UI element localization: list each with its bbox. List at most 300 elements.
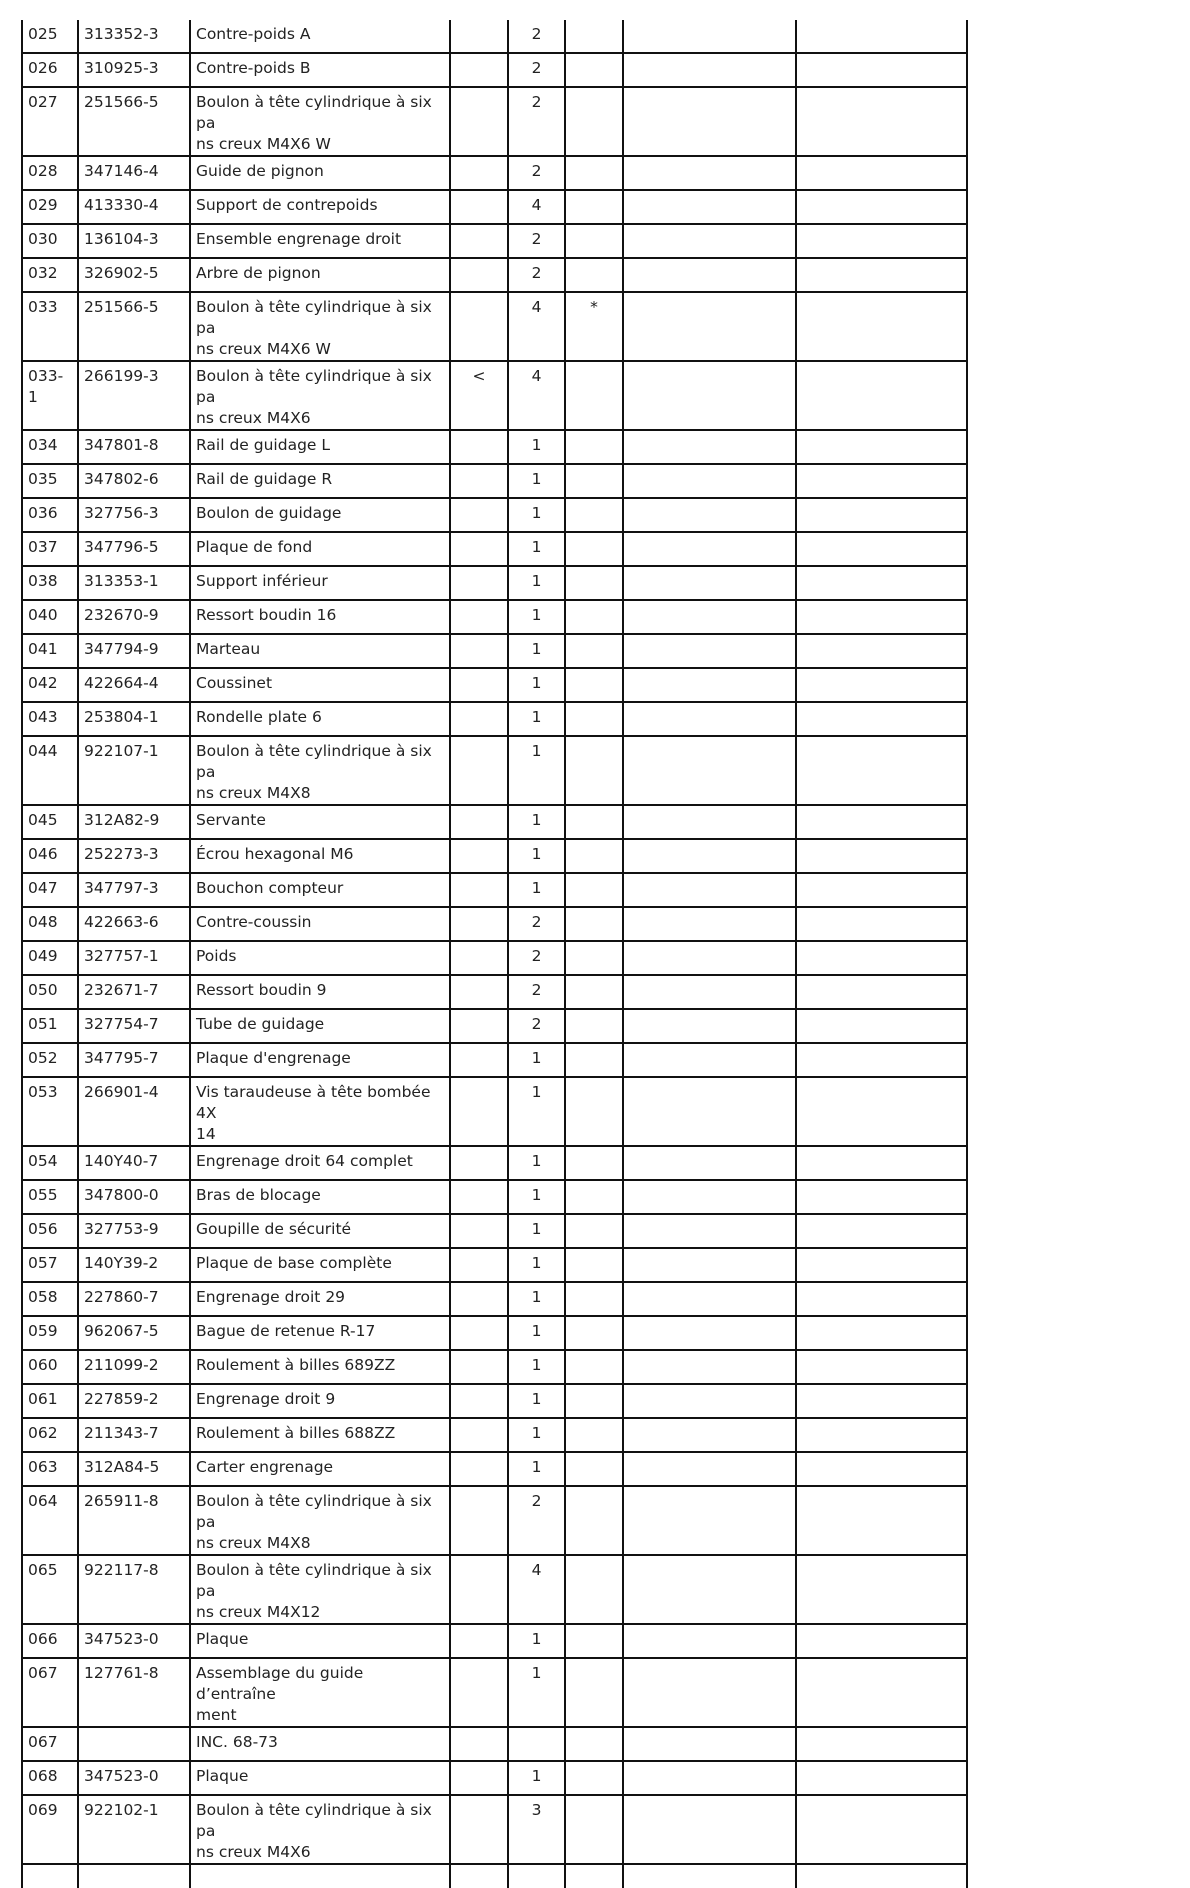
- quantity-cell: 2: [508, 87, 565, 156]
- description-cell: [190, 1864, 450, 1888]
- extra-cell: [796, 1350, 967, 1384]
- quantity-cell: 3: [508, 1795, 565, 1864]
- remarks-cell: [623, 1864, 796, 1888]
- remarks-cell: [623, 907, 796, 941]
- description-cell: Ressort boudin 9: [190, 975, 450, 1009]
- mark-cell: [450, 668, 508, 702]
- quantity-cell: 1: [508, 1350, 565, 1384]
- note-cell: *: [565, 292, 623, 361]
- remarks-cell: [623, 53, 796, 87]
- mark-cell: [450, 566, 508, 600]
- description-cell: Roulement à billes 688ZZ: [190, 1418, 450, 1452]
- description-cell: Rail de guidage R: [190, 464, 450, 498]
- note-cell: [565, 941, 623, 975]
- table-row: [22, 907, 967, 941]
- part-number-cell: 347797-3: [78, 873, 190, 907]
- description-cell: Boulon à tête cylindrique à six pa ns creux M4X6 W: [190, 292, 450, 361]
- part-number-cell: 327756-3: [78, 498, 190, 532]
- remarks-cell: [623, 634, 796, 668]
- mark-cell: [450, 1350, 508, 1384]
- description-cell: Plaque d'engrenage: [190, 1043, 450, 1077]
- extra-cell: [796, 430, 967, 464]
- quantity-cell: 2: [508, 224, 565, 258]
- item-number-cell: 040: [22, 600, 78, 634]
- part-number-cell: 227860-7: [78, 1282, 190, 1316]
- description-cell: Goupille de sécurité: [190, 1214, 450, 1248]
- table-row: [22, 224, 967, 258]
- mark-cell: [450, 1248, 508, 1282]
- table-row: [22, 1864, 967, 1888]
- quantity-cell: 1: [508, 1624, 565, 1658]
- extra-cell: [796, 464, 967, 498]
- item-number-cell: [22, 1864, 78, 1888]
- parts-table: [21, 20, 968, 1888]
- note-cell: [565, 1043, 623, 1077]
- item-number-cell: 028: [22, 156, 78, 190]
- quantity-cell: 4: [508, 1555, 565, 1624]
- mark-cell: [450, 1727, 508, 1761]
- mark-cell: [450, 1146, 508, 1180]
- extra-cell: [796, 1316, 967, 1350]
- quantity-cell: 1: [508, 1384, 565, 1418]
- mark-cell: [450, 907, 508, 941]
- item-number-cell: 056: [22, 1214, 78, 1248]
- part-number-cell: 347802-6: [78, 464, 190, 498]
- note-cell: [565, 430, 623, 464]
- remarks-cell: [623, 1727, 796, 1761]
- extra-cell: [796, 805, 967, 839]
- description-cell: Boulon à tête cylindrique à six pa ns creux M4X6: [190, 361, 450, 430]
- note-cell: [565, 1418, 623, 1452]
- part-number-cell: 422663-6: [78, 907, 190, 941]
- mark-cell: [450, 600, 508, 634]
- note-cell: [565, 736, 623, 805]
- remarks-cell: [623, 873, 796, 907]
- description-cell: Carter engrenage: [190, 1452, 450, 1486]
- parts-list-page: [21, 20, 968, 1888]
- item-number-cell: 038: [22, 566, 78, 600]
- remarks-cell: [623, 20, 796, 53]
- table-row: [22, 464, 967, 498]
- remarks-cell: [623, 361, 796, 430]
- part-number-cell: 922107-1: [78, 736, 190, 805]
- remarks-cell: [623, 464, 796, 498]
- table-row: [22, 292, 967, 361]
- part-number-cell: 232671-7: [78, 975, 190, 1009]
- note-cell: [565, 668, 623, 702]
- mark-cell: [450, 975, 508, 1009]
- remarks-cell: [623, 736, 796, 805]
- part-number-cell: 326902-5: [78, 258, 190, 292]
- part-number-cell: 347523-0: [78, 1624, 190, 1658]
- quantity-cell: 1: [508, 1658, 565, 1727]
- remarks-cell: [623, 224, 796, 258]
- item-number-cell: 059: [22, 1316, 78, 1350]
- quantity-cell: 2: [508, 1009, 565, 1043]
- quantity-cell: 2: [508, 941, 565, 975]
- item-number-cell: 067: [22, 1727, 78, 1761]
- extra-cell: [796, 1555, 967, 1624]
- table-row: [22, 361, 967, 430]
- extra-cell: [796, 190, 967, 224]
- item-number-cell: 065: [22, 1555, 78, 1624]
- description-cell: Guide de pignon: [190, 156, 450, 190]
- description-cell: Boulon à tête cylindrique à six pa ns creux M4X8: [190, 736, 450, 805]
- remarks-cell: [623, 292, 796, 361]
- remarks-cell: [623, 1043, 796, 1077]
- quantity-cell: 2: [508, 975, 565, 1009]
- part-number-cell: 347794-9: [78, 634, 190, 668]
- quantity-cell: 1: [508, 430, 565, 464]
- table-row: [22, 668, 967, 702]
- quantity-cell: 1: [508, 464, 565, 498]
- quantity-cell: 1: [508, 498, 565, 532]
- description-cell: Rondelle plate 6: [190, 702, 450, 736]
- description-cell: Écrou hexagonal M6: [190, 839, 450, 873]
- item-number-cell: 032: [22, 258, 78, 292]
- description-cell: Plaque: [190, 1624, 450, 1658]
- description-cell: Arbre de pignon: [190, 258, 450, 292]
- quantity-cell: 1: [508, 668, 565, 702]
- extra-cell: [796, 53, 967, 87]
- table-row: [22, 975, 967, 1009]
- table-row: [22, 1077, 967, 1146]
- table-row: [22, 1350, 967, 1384]
- remarks-cell: [623, 1282, 796, 1316]
- quantity-cell: 1: [508, 1146, 565, 1180]
- extra-cell: [796, 1214, 967, 1248]
- part-number-cell: 312A84-5: [78, 1452, 190, 1486]
- table-row: [22, 1486, 967, 1555]
- extra-cell: [796, 1452, 967, 1486]
- remarks-cell: [623, 1795, 796, 1864]
- mark-cell: [450, 1282, 508, 1316]
- remarks-cell: [623, 1452, 796, 1486]
- remarks-cell: [623, 839, 796, 873]
- quantity-cell: 1: [508, 566, 565, 600]
- remarks-cell: [623, 1009, 796, 1043]
- part-number-cell: 347146-4: [78, 156, 190, 190]
- quantity-cell: 1: [508, 1418, 565, 1452]
- mark-cell: [450, 20, 508, 53]
- part-number-cell: 347800-0: [78, 1180, 190, 1214]
- mark-cell: [450, 1009, 508, 1043]
- table-row: [22, 532, 967, 566]
- mark-cell: [450, 736, 508, 805]
- item-number-cell: 046: [22, 839, 78, 873]
- remarks-cell: [623, 941, 796, 975]
- remarks-cell: [623, 1248, 796, 1282]
- extra-cell: [796, 1658, 967, 1727]
- item-number-cell: 064: [22, 1486, 78, 1555]
- note-cell: [565, 53, 623, 87]
- extra-cell: [796, 634, 967, 668]
- table-row: [22, 258, 967, 292]
- note-cell: [565, 1624, 623, 1658]
- part-number-cell: 413330-4: [78, 190, 190, 224]
- extra-cell: [796, 87, 967, 156]
- table-row: [22, 87, 967, 156]
- note-cell: [565, 1486, 623, 1555]
- part-number-cell: 922102-1: [78, 1795, 190, 1864]
- description-cell: Boulon à tête cylindrique à six pa ns creux M4X6 W: [190, 87, 450, 156]
- extra-cell: [796, 1077, 967, 1146]
- note-cell: [565, 975, 623, 1009]
- part-number-cell: 252273-3: [78, 839, 190, 873]
- table-row: [22, 1214, 967, 1248]
- note-cell: [565, 1384, 623, 1418]
- description-cell: INC. 68-73: [190, 1727, 450, 1761]
- table-row: [22, 190, 967, 224]
- extra-cell: [796, 292, 967, 361]
- note-cell: [565, 873, 623, 907]
- description-cell: Boulon à tête cylindrique à six pa ns creux M4X6: [190, 1795, 450, 1864]
- mark-cell: [450, 634, 508, 668]
- note-cell: [565, 1009, 623, 1043]
- quantity-cell: 1: [508, 532, 565, 566]
- note-cell: [565, 1555, 623, 1624]
- description-cell: Boulon de guidage: [190, 498, 450, 532]
- table-row: [22, 1009, 967, 1043]
- note-cell: [565, 1146, 623, 1180]
- item-number-cell: 060: [22, 1350, 78, 1384]
- part-number-cell: 347796-5: [78, 532, 190, 566]
- item-number-cell: 025: [22, 20, 78, 53]
- quantity-cell: 1: [508, 1452, 565, 1486]
- note-cell: [565, 566, 623, 600]
- mark-cell: [450, 464, 508, 498]
- quantity-cell: 2: [508, 53, 565, 87]
- quantity-cell: 2: [508, 156, 565, 190]
- extra-cell: [796, 1486, 967, 1555]
- table-row: [22, 1761, 967, 1795]
- remarks-cell: [623, 668, 796, 702]
- item-number-cell: 029: [22, 190, 78, 224]
- description-cell: Bras de blocage: [190, 1180, 450, 1214]
- table-row: [22, 430, 967, 464]
- part-number-cell: 265911-8: [78, 1486, 190, 1555]
- extra-cell: [796, 566, 967, 600]
- extra-cell: [796, 873, 967, 907]
- remarks-cell: [623, 1350, 796, 1384]
- item-number-cell: 048: [22, 907, 78, 941]
- description-cell: Ressort boudin 16: [190, 600, 450, 634]
- note-cell: [565, 1795, 623, 1864]
- note-cell: [565, 190, 623, 224]
- part-number-cell: 347795-7: [78, 1043, 190, 1077]
- description-cell: Engrenage droit 9: [190, 1384, 450, 1418]
- table-row: [22, 20, 967, 53]
- extra-cell: [796, 907, 967, 941]
- table-row: [22, 1624, 967, 1658]
- table-row: [22, 600, 967, 634]
- description-cell: Bouchon compteur: [190, 873, 450, 907]
- table-row: [22, 702, 967, 736]
- table-row: [22, 941, 967, 975]
- part-number-cell: 347801-8: [78, 430, 190, 464]
- part-number-cell: [78, 1864, 190, 1888]
- description-cell: Engrenage droit 64 complet: [190, 1146, 450, 1180]
- table-row: [22, 1282, 967, 1316]
- part-number-cell: 232670-9: [78, 600, 190, 634]
- remarks-cell: [623, 430, 796, 464]
- mark-cell: [450, 1384, 508, 1418]
- description-cell: Contre-poids A: [190, 20, 450, 53]
- extra-cell: [796, 1727, 967, 1761]
- table-row: [22, 1384, 967, 1418]
- item-number-cell: 051: [22, 1009, 78, 1043]
- mark-cell: [450, 1486, 508, 1555]
- description-cell: Ensemble engrenage droit: [190, 224, 450, 258]
- extra-cell: [796, 1146, 967, 1180]
- description-cell: Support de contrepoids: [190, 190, 450, 224]
- quantity-cell: 1: [508, 1214, 565, 1248]
- part-number-cell: 327753-9: [78, 1214, 190, 1248]
- mark-cell: [450, 430, 508, 464]
- table-row: [22, 156, 967, 190]
- quantity-cell: 1: [508, 702, 565, 736]
- part-number-cell: 962067-5: [78, 1316, 190, 1350]
- part-number-cell: 422664-4: [78, 668, 190, 702]
- item-number-cell: 054: [22, 1146, 78, 1180]
- extra-cell: [796, 258, 967, 292]
- item-number-cell: 055: [22, 1180, 78, 1214]
- extra-cell: [796, 532, 967, 566]
- table-row: [22, 873, 967, 907]
- mark-cell: [450, 532, 508, 566]
- item-number-cell: 063: [22, 1452, 78, 1486]
- item-number-cell: 027: [22, 87, 78, 156]
- mark-cell: [450, 1555, 508, 1624]
- quantity-cell: 2: [508, 258, 565, 292]
- note-cell: [565, 1350, 623, 1384]
- description-cell: Plaque: [190, 1761, 450, 1795]
- remarks-cell: [623, 1555, 796, 1624]
- part-number-cell: 266199-3: [78, 361, 190, 430]
- extra-cell: [796, 600, 967, 634]
- quantity-cell: 1: [508, 634, 565, 668]
- part-number-cell: 347523-0: [78, 1761, 190, 1795]
- remarks-cell: [623, 1658, 796, 1727]
- item-number-cell: 057: [22, 1248, 78, 1282]
- table-row: [22, 1248, 967, 1282]
- description-cell: Contre-poids B: [190, 53, 450, 87]
- remarks-cell: [623, 600, 796, 634]
- remarks-cell: [623, 1384, 796, 1418]
- part-number-cell: 327754-7: [78, 1009, 190, 1043]
- mark-cell: [450, 1077, 508, 1146]
- note-cell: [565, 1214, 623, 1248]
- remarks-cell: [623, 498, 796, 532]
- description-cell: Assemblage du guide d’entraîne ment: [190, 1658, 450, 1727]
- mark-cell: [450, 1658, 508, 1727]
- mark-cell: [450, 258, 508, 292]
- mark-cell: [450, 224, 508, 258]
- mark-cell: <: [450, 361, 508, 430]
- mark-cell: [450, 873, 508, 907]
- quantity-cell: [508, 1864, 565, 1888]
- remarks-cell: [623, 1316, 796, 1350]
- extra-cell: [796, 156, 967, 190]
- note-cell: [565, 1282, 623, 1316]
- item-number-cell: 052: [22, 1043, 78, 1077]
- item-number-cell: 042: [22, 668, 78, 702]
- item-number-cell: 067: [22, 1658, 78, 1727]
- part-number-cell: 251566-5: [78, 87, 190, 156]
- quantity-cell: 2: [508, 907, 565, 941]
- description-cell: Poids: [190, 941, 450, 975]
- quantity-cell: 1: [508, 1282, 565, 1316]
- note-cell: [565, 156, 623, 190]
- remarks-cell: [623, 975, 796, 1009]
- mark-cell: [450, 1214, 508, 1248]
- item-number-cell: 050: [22, 975, 78, 1009]
- item-number-cell: 037: [22, 532, 78, 566]
- table-row: [22, 1316, 967, 1350]
- mark-cell: [450, 1043, 508, 1077]
- mark-cell: [450, 292, 508, 361]
- mark-cell: [450, 1180, 508, 1214]
- quantity-cell: 1: [508, 805, 565, 839]
- mark-cell: [450, 839, 508, 873]
- item-number-cell: 049: [22, 941, 78, 975]
- part-number-cell: 266901-4: [78, 1077, 190, 1146]
- extra-cell: [796, 975, 967, 1009]
- note-cell: [565, 464, 623, 498]
- quantity-cell: 1: [508, 839, 565, 873]
- part-number-cell: 253804-1: [78, 702, 190, 736]
- remarks-cell: [623, 1418, 796, 1452]
- mark-cell: [450, 1795, 508, 1864]
- note-cell: [565, 532, 623, 566]
- part-number-cell: [78, 1727, 190, 1761]
- quantity-cell: 1: [508, 1043, 565, 1077]
- extra-cell: [796, 941, 967, 975]
- note-cell: [565, 600, 623, 634]
- mark-cell: [450, 53, 508, 87]
- description-cell: Plaque de base complète: [190, 1248, 450, 1282]
- note-cell: [565, 87, 623, 156]
- table-row: [22, 1452, 967, 1486]
- item-number-cell: 053: [22, 1077, 78, 1146]
- part-number-cell: 313352-3: [78, 20, 190, 53]
- remarks-cell: [623, 532, 796, 566]
- item-number-cell: 068: [22, 1761, 78, 1795]
- remarks-cell: [623, 1077, 796, 1146]
- note-cell: [565, 1180, 623, 1214]
- item-number-cell: 043: [22, 702, 78, 736]
- remarks-cell: [623, 1180, 796, 1214]
- quantity-cell: 2: [508, 20, 565, 53]
- remarks-cell: [623, 1761, 796, 1795]
- mark-cell: [450, 941, 508, 975]
- part-number-cell: 312A82-9: [78, 805, 190, 839]
- extra-cell: [796, 839, 967, 873]
- extra-cell: [796, 498, 967, 532]
- extra-cell: [796, 1864, 967, 1888]
- table-row: [22, 1658, 967, 1727]
- remarks-cell: [623, 258, 796, 292]
- mark-cell: [450, 1761, 508, 1795]
- part-number-cell: 310925-3: [78, 53, 190, 87]
- item-number-cell: 047: [22, 873, 78, 907]
- extra-cell: [796, 1009, 967, 1043]
- part-number-cell: 251566-5: [78, 292, 190, 361]
- mark-cell: [450, 498, 508, 532]
- part-number-cell: 211343-7: [78, 1418, 190, 1452]
- extra-cell: [796, 1282, 967, 1316]
- mark-cell: [450, 156, 508, 190]
